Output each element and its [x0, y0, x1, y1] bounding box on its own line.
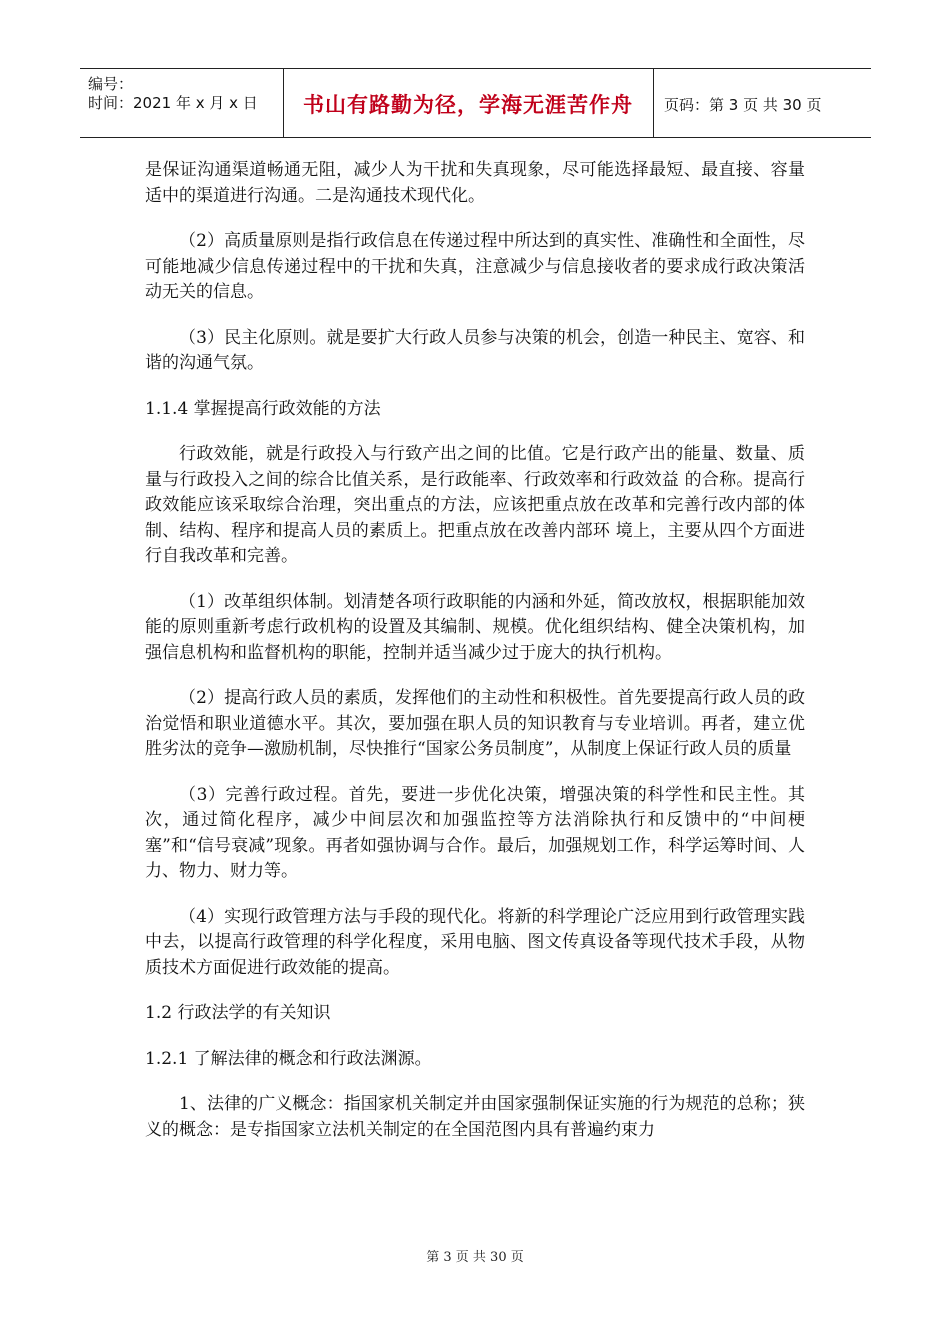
paragraph: 行政效能，就是行政投入与行致产出之间的比值。它是行政产出的能量、数量、质量与行政投入之间的综合比值关系，是行政能率、行政效率和行政效益 的合称。提高行政效能应该采取综合治理，突出重点的方法，应该把重点放在改革和完善行改内部的体制、结构、程序和提高人员的素质上。把重点放在改善内部环 境上，主要从四个方面进行自我改革和完善。 — [145, 444, 805, 566]
document-time-label: 时间：2021 年 x 月 x 日 — [88, 94, 258, 112]
section-heading: 1.1.4 掌握提高行政效能的方法 — [145, 398, 381, 419]
document-body — [145, 158, 805, 1163]
document-number-label: 编号： — [88, 75, 134, 93]
header-motto-cell — [283, 69, 654, 137]
paragraph: 是保证沟通渠道畅通无阻，减少人为干扰和失真现象，尽可能选择最短、最直接、容量适中的渠道进行沟通。二是沟通技术现代化。 — [145, 160, 805, 206]
subsection-heading: 1.2.1 了解法律的概念和行政法渊源。 — [145, 1048, 432, 1069]
paragraph: （2）提高行政人员的素质，发挥他们的主动性和积极性。首先要提高行政人员的政治觉悟和职业道德水平。其次，要加强在职人员的知识教育与专业培训。再者，建立优胜劣汰的竞争—激励机制，尽快推行“国家公务员制度”，从制度上保证行政人员的质量 — [145, 688, 805, 759]
header-motto: 书山有路勤为径，学海无涯苦作舟 — [303, 93, 633, 117]
section-heading: 1.2 行政法学的有关知识 — [145, 1003, 331, 1023]
paragraph: 1、法律的广义概念：指国家机关制定并由国家强制保证实施的行为规范的总称；狭义的概念：是专指国家立法机关制定的在全国范图内具有普遍约束力 — [145, 1094, 805, 1140]
header-page-info: 页码：第 3 页 共 30 页 — [664, 96, 822, 114]
paragraph: （3）完善行政过程。首先，要进一步优化决策，增强决策的科学性和民主性。其次，通过简化程序，减少中间层次和加强监控等方法消除执行和反馈中的“中间梗塞”和“信号衰减”现象。再者如强协调与合作。最后，加强规划工作，科学运筹时间、人力、物力、财力等。 — [145, 784, 805, 881]
paragraph: （4）实现行政管理方法与手段的现代化。将新的科学理论广泛应用到行政管理实践中去，以提高行政管理的科学化程度，采用电脑、图文传真设备等现代技术手段，从物质技术方面促进行政效能的提高。 — [145, 906, 805, 978]
paragraph: （2）高质量原则是指行政信息在传递过程中所达到的真实性、准确性和全面性，尽可能地减少信息传递过程中的干扰和失真，注意减少与信息接收者的要求成行政决策活动无关的信息。 — [145, 231, 805, 302]
header-page-cell — [654, 69, 871, 137]
paragraph: （3）民主化原则。就是要扩大行政人员参与决策的机会，创造一种民主、宽容、和谐的沟通气氛。 — [145, 327, 805, 373]
paragraph: （1）改革组织体制。划清楚各项行政职能的内涵和外延，简改放权，根据职能加效能的原则重新考虑行政机构的设置及其编制、规模。优化组织结构、健全决策机构，加强信息机构和监督机构的职能，控制并适当减少过于庞大的执行机构。 — [145, 591, 805, 663]
page-header — [80, 68, 871, 138]
page-footer: 第 3 页 共 30 页 — [426, 1250, 524, 1265]
header-meta-cell — [80, 69, 284, 137]
